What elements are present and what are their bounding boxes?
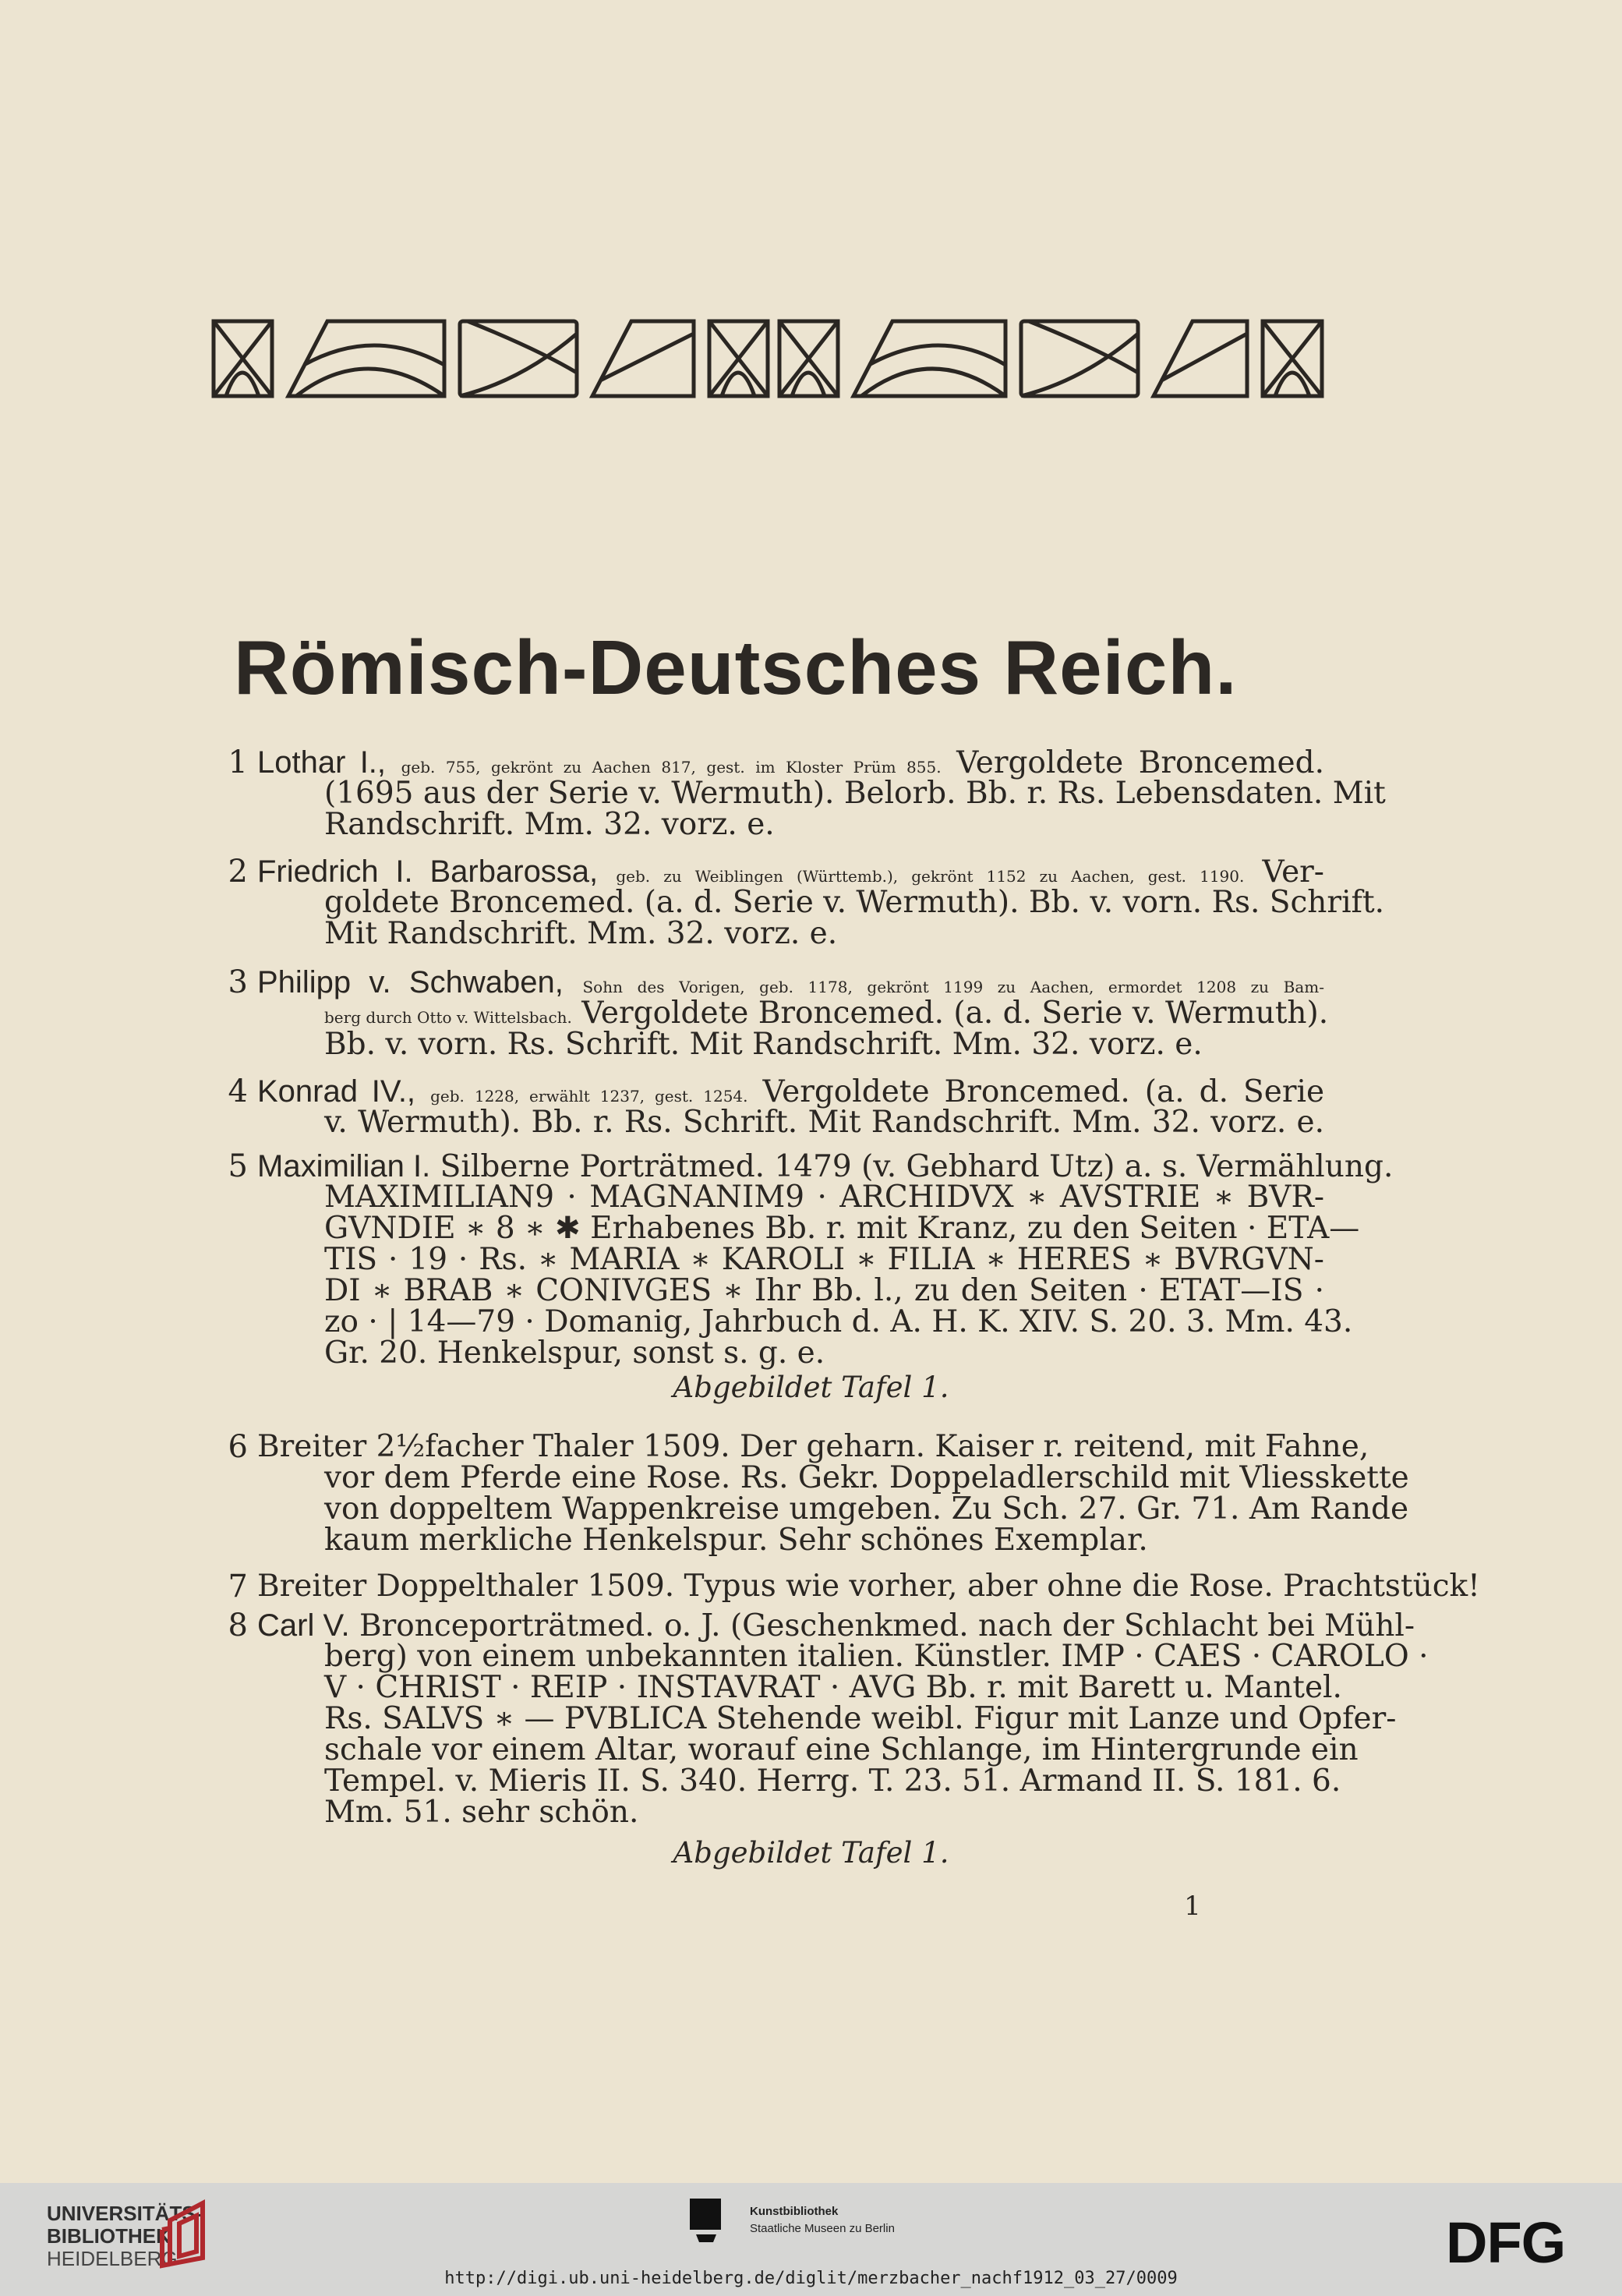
entry-biography: geb. 1228, erwählt 1237, gest. 1254. <box>430 1087 748 1106</box>
page-number: 1 <box>1184 1891 1201 1922</box>
source-url-link[interactable]: http://digi.ub.uni-heidelberg.de/diglit/merzbacher_nachf1912_03_27/0009 <box>444 2269 1178 2288</box>
entry-first-line: Breiter 2½facher Thaler 1509. Der geharn. Kaiser r. reitend, mit Fahne, <box>257 1429 1369 1464</box>
entry-name: Philipp v. Schwaben, <box>257 965 564 999</box>
university-line: HEIDELBERG <box>47 2247 178 2270</box>
entry-name: Carl V. <box>257 1608 350 1643</box>
entry-line: Mit Randschrift. Mm. 32. vorz. e. <box>324 916 838 951</box>
entry-description: Vergoldete Broncemed. <box>956 745 1324 780</box>
entry-number: 3 <box>228 964 248 1000</box>
entry-line: Randschrift. Mm. 32. vorz. e. <box>324 807 775 842</box>
entry-first-line <box>257 1608 1415 1643</box>
entry-first-line: Breiter Doppelthaler 1509. Typus wie vorher, aber ohne die Rose. Prachtstück! <box>257 1569 1480 1604</box>
entry-line: DI ∗ BRAB ∗ CONIVGES ∗ Ihr Bb. l., zu den Seiten · ETAT—IS · <box>324 1273 1324 1308</box>
entry-name: Konrad IV., <box>257 1074 416 1109</box>
entry-name: Maximilian I. <box>257 1149 431 1183</box>
entry-line: v. Wermuth). Bb. r. Rs. Schrift. Mit Randschrift. Mm. 32. vorz. e. <box>324 1105 1324 1140</box>
entry-line: goldete Broncemed. (a. d. Serie v. Wermuth). Bb. v. vorn. Rs. Schrift. <box>324 885 1385 920</box>
entry-number: 1 <box>228 745 248 780</box>
entry-description: Vergoldete Broncemed. (a. d. Serie v. Wermuth). <box>581 996 1329 1031</box>
university-logo-icon <box>156 2197 226 2267</box>
entry-line: Mm. 51. sehr schön. <box>324 1795 639 1830</box>
entry-line: (1695 aus der Serie v. Wermuth). Belorb. Bb. r. Rs. Lebensdaten. Mit <box>324 776 1386 811</box>
entry-number: 4 <box>228 1074 248 1109</box>
entry-line: kaum merkliche Henkelspur. Sehr schönes Exemplar. <box>324 1523 1148 1558</box>
entry-line: GVNDIE ∗ 8 ∗ ✱ Erhabenes Bb. r. mit Kranz, zu den Seiten · ETA— <box>324 1211 1360 1246</box>
entry-number: 5 <box>228 1148 248 1184</box>
plate-reference: Abgebildet Tafel 1. <box>673 1371 949 1404</box>
entry-line: MAXIMILIAN9 · MAGNANIM9 · ARCHIDVX ∗ AVSTRIE ∗ BVR- <box>324 1180 1324 1215</box>
entry-description: Bronceporträtmed. o. J. (Geschenkmed. nach der Schlacht bei Mühl- <box>359 1608 1415 1643</box>
entry-description: Vergoldete Broncemed. (a. d. Serie <box>762 1074 1325 1109</box>
entry-name: Friedrich I. Barbarossa, <box>257 854 599 889</box>
entry-first-line <box>257 1149 1394 1184</box>
entry-line: von doppeltem Wappenkreise umgeben. Zu Sch. 27. Gr. 71. Am Rande <box>324 1491 1409 1527</box>
dfg-logo: DFG <box>1446 2210 1566 2275</box>
entry-line: Gr. 20. Henkelspur, sonst s. g. e. <box>324 1336 825 1371</box>
entry-biography-cont: berg durch Otto v. Wittelsbach. <box>324 1008 572 1027</box>
entry-line: Bb. v. vorn. Rs. Schrift. Mit Randschrift. Mm. 32. vorz. e. <box>324 1027 1203 1062</box>
entry-line: TIS · 19 · Rs. ∗ MARIA ∗ KAROLI ∗ FILIA ∗ HERES ∗ BVRGVN- <box>324 1242 1324 1277</box>
entry-biography: geb. zu Weiblingen (Württemb.), gekrönt 1152 zu Aachen, gest. 1190. <box>616 867 1245 886</box>
entry-number: 7 <box>228 1569 248 1604</box>
entry-line: schale vor einem Altar, worauf eine Schlange, im Hintergrunde ein <box>324 1732 1359 1767</box>
plate-reference: Abgebildet Tafel 1. <box>673 1836 949 1870</box>
entry-description: Ver- <box>1262 854 1324 890</box>
entry-description: Silberne Porträtmed. 1479 (v. Gebhard Utz) a. s. Vermählung. <box>440 1149 1394 1184</box>
kunstbibliothek-logo-icon <box>690 2199 729 2245</box>
entry-biography: Sohn des Vorigen, geb. 1178, gekrönt 1199 zu Aachen, ermordet 1208 zu Bam- <box>582 978 1324 996</box>
entry-line: zo · | 14—79 · Domanig, Jahrbuch d. A. H. K. XIV. S. 20. 3. Mm. 43. <box>324 1304 1353 1339</box>
entry-number: 6 <box>228 1429 248 1465</box>
kunstbibliothek-line: Staatliche Museen zu Berlin <box>750 2222 895 2235</box>
digitization-footer <box>0 2183 1622 2296</box>
page-title: Römisch-Deutsches Reich. <box>234 624 1238 710</box>
art-nouveau-ornament-band <box>210 318 1325 400</box>
university-line: UNIVERSITÄTS- <box>47 2202 203 2225</box>
entry-line: Tempel. v. Mieris II. S. 340. Herrg. T. 23. 51. Armand II. S. 181. 6. <box>324 1764 1341 1799</box>
entry-biography: geb. 755, gekrönt zu Aachen 817, gest. im Kloster Prüm 855. <box>401 758 942 777</box>
entry-line: V · CHRIST · REIP · INSTAVRAT · AVG Bb. r. mit Barett u. Mantel. <box>324 1670 1342 1705</box>
entry-line: Rs. SALVS ∗ — PVBLICA Stehende weibl. Figur mit Lanze und Opfer- <box>324 1701 1397 1736</box>
kunstbibliothek-name <box>750 2203 999 2238</box>
university-line: BIBLIOTHEK <box>47 2224 171 2248</box>
entry-line: vor dem Pferde eine Rose. Rs. Gekr. Doppeladlerschild mit Vliesskette <box>324 1460 1409 1495</box>
entry-name: Lothar I., <box>257 745 387 780</box>
entry-number: 2 <box>228 854 248 890</box>
entry-line: berg) von einem unbekannten italien. Künstler. IMP · CAES · CAROLO · <box>324 1639 1429 1674</box>
entry-number: 8 <box>228 1608 248 1643</box>
kunstbibliothek-line: Kunstbibliothek <box>750 2205 839 2218</box>
